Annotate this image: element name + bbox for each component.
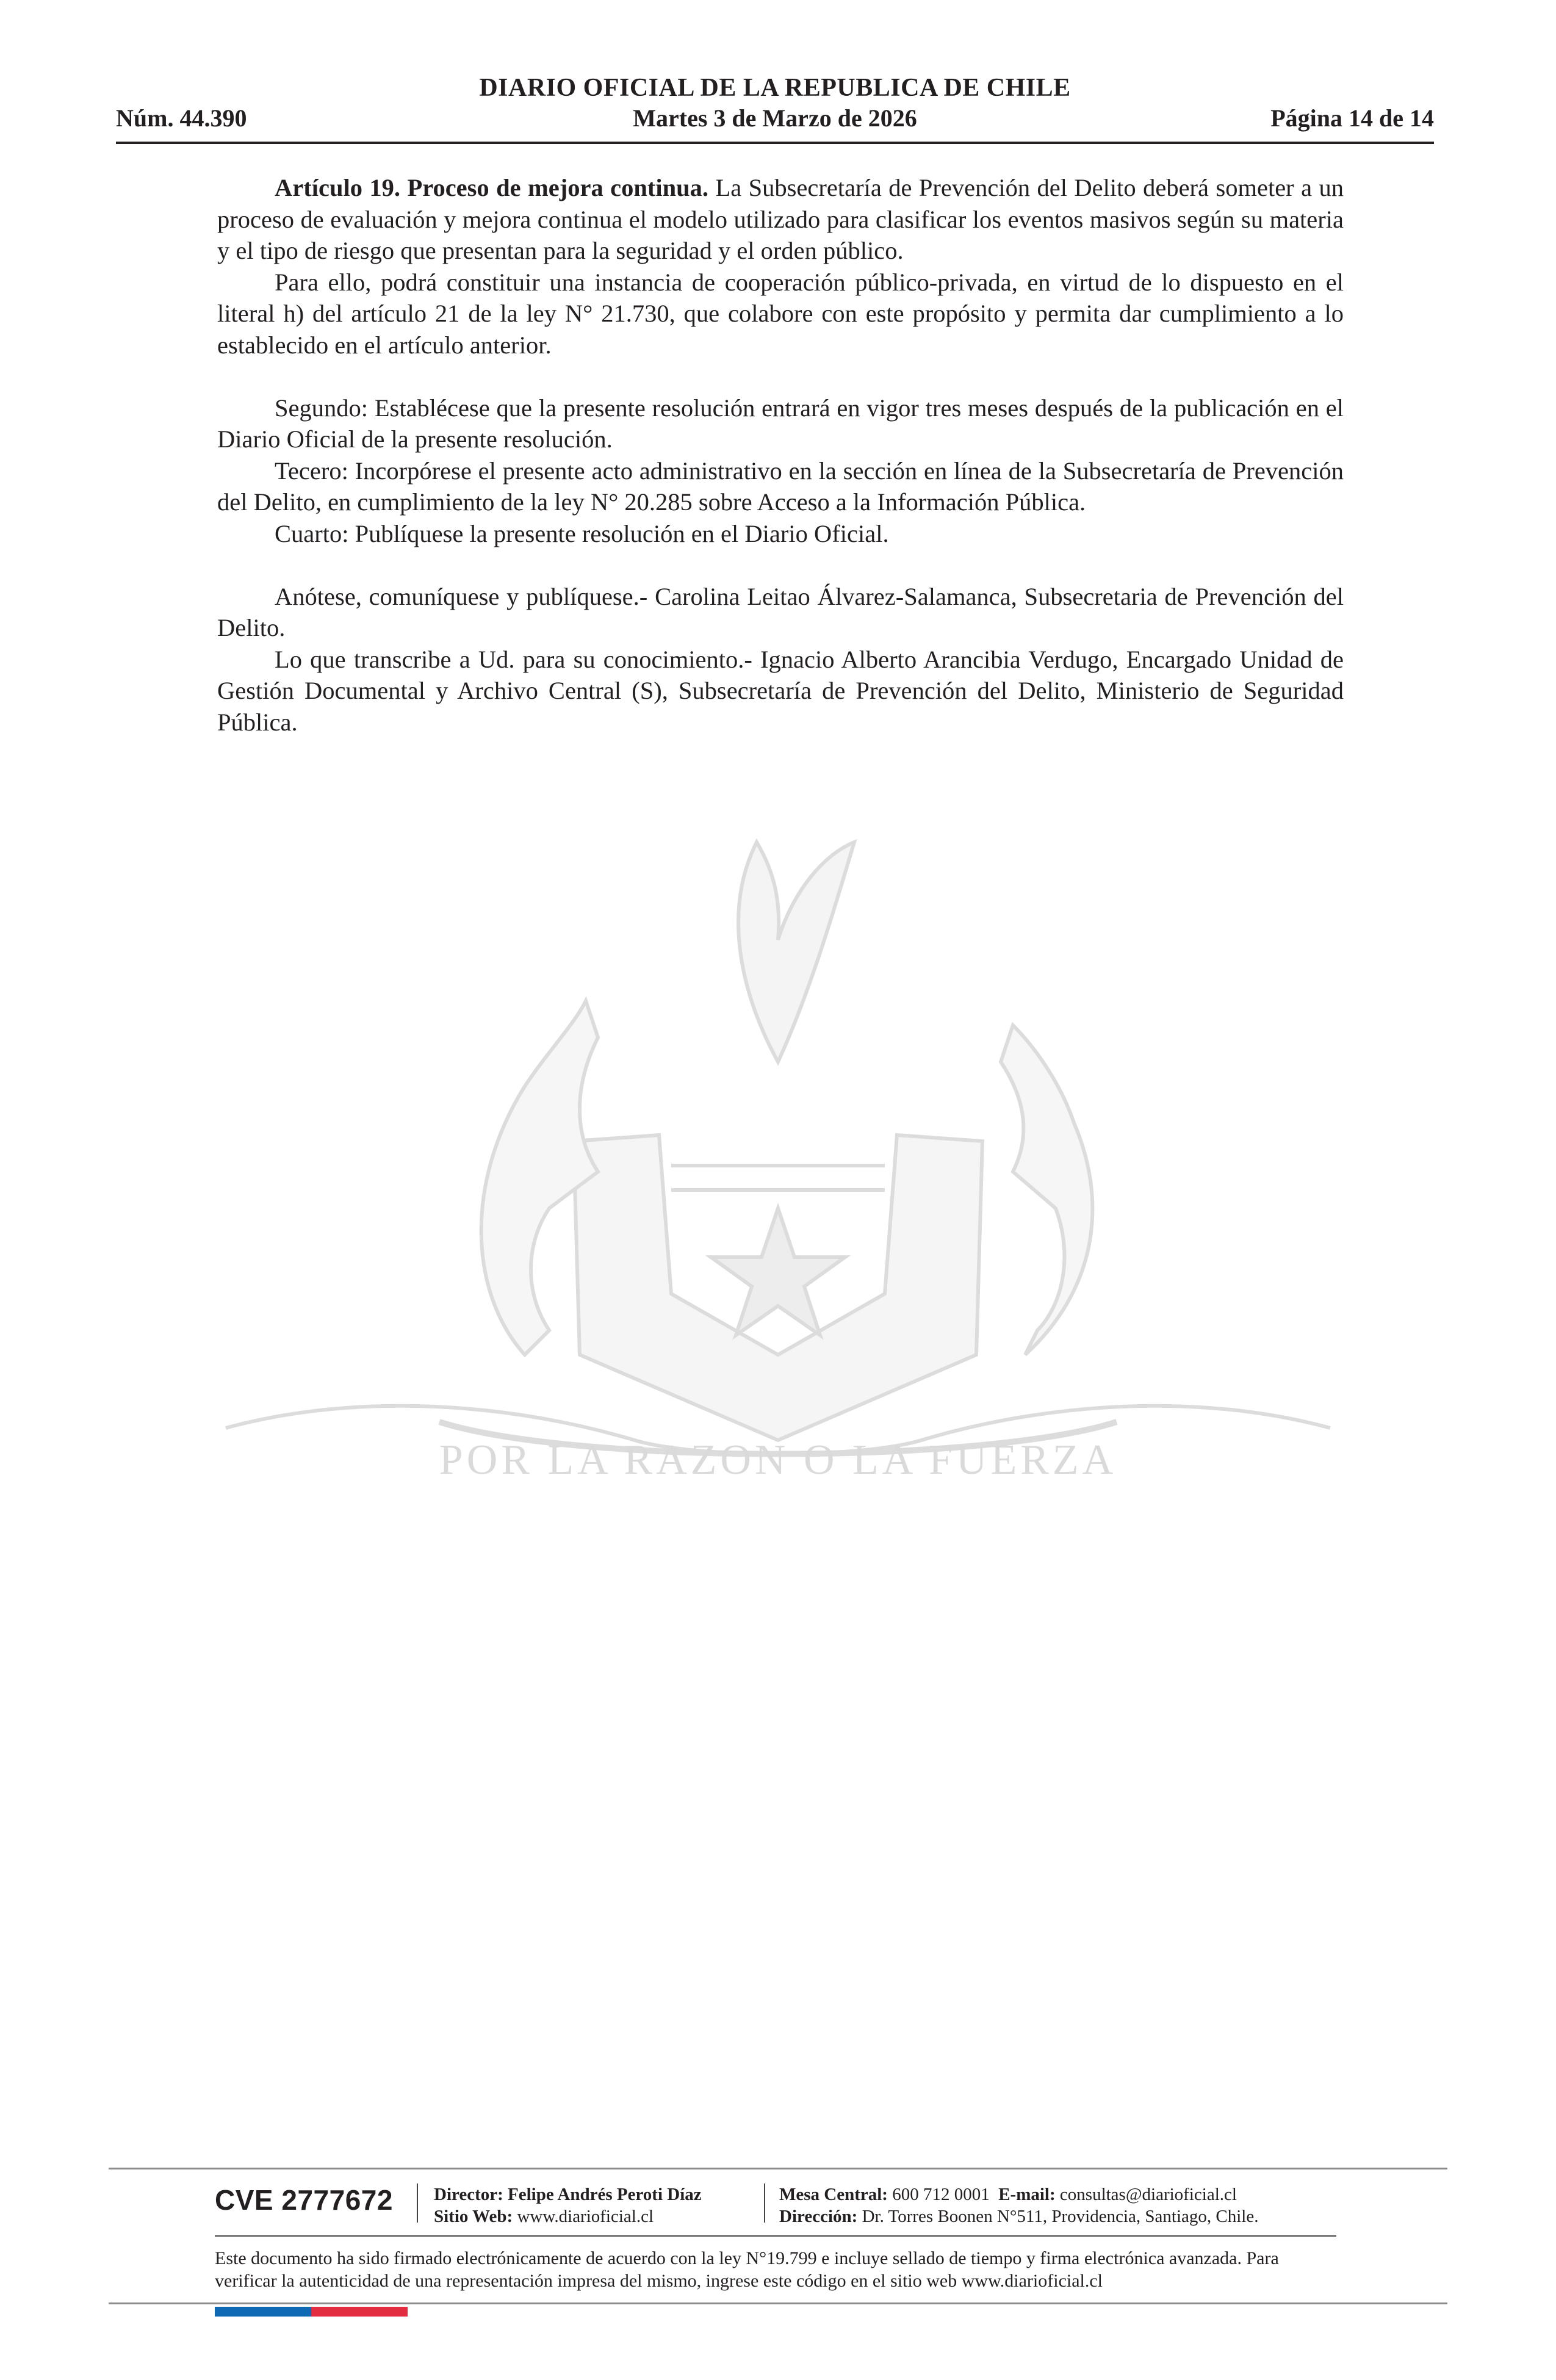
resolution-tercero: Tecero: Incorpórese el presente acto administrativo en la sección en línea de la Subsecretaría de Prevención del Delito, en cumplimiento de la ley N° 20.285 sobre Acceso a la Información Pública.: [217, 456, 1344, 516]
flag-stripe-blue: [215, 2307, 311, 2317]
website-label: Sitio Web:: [434, 2207, 513, 2226]
resolution-segundo: Segundo: Establécese que la presente resolución entrará en vigor tres meses después de la publicación en el Diario Oficial de la presente resolución.: [217, 394, 1344, 453]
website-link[interactable]: www.diarioficial.cl: [517, 2207, 654, 2226]
footer-divider-middle: [215, 2235, 1336, 2237]
director-name: Felipe Andrés Peroti Díaz: [508, 2185, 702, 2204]
resolution-cuarto: Cuarto: Publíquese la presente resolución en el Diario Oficial.: [275, 519, 889, 547]
address-text: Dr. Torres Boonen N°511, Providencia, Santiago, Chile.: [862, 2207, 1259, 2226]
email-link[interactable]: consultas@diarioficial.cl: [1059, 2185, 1237, 2204]
motto-text: POR LA RAZON O LA FUERZA: [439, 1437, 1117, 1484]
cve-code: CVE 2777672: [215, 2184, 393, 2216]
transcription-paragraph: Lo que transcribe a Ud. para su conocimiento.- Ignacio Alberto Arancibia Verdugo, Encargado Unidad de Gestión Documental y Archivo Central (S), Subsecretaría de Prevención del Delito, Ministerio de Seguridad Pública.: [217, 645, 1344, 736]
issue-date: Martes 3 de Marzo de 2026: [633, 104, 917, 132]
article-text: La Subsecretaría de Prevención del Delito deberá someter a un proceso de evaluación y mejora continua el modelo utilizado para clasificar los eventos masivos según su materia y el tipo de riesgo que presentan para la seguridad y el orden público.: [217, 174, 1344, 264]
footer-divider-top: [109, 2168, 1447, 2169]
document-body: [217, 172, 1344, 738]
article-heading: Artículo 19. Proceso de mejora continua.: [275, 174, 709, 201]
article-19-paragraph: [217, 172, 1344, 267]
publication-title: DIARIO OFICIAL DE LA REPUBLICA DE CHILE: [479, 74, 1071, 102]
phone-number: 600 712 0001: [892, 2185, 990, 2204]
phone-label: Mesa Central:: [779, 2185, 888, 2204]
header-divider: [116, 142, 1434, 144]
footer-contact-block: [779, 2183, 1258, 2227]
flag-stripe-red: [311, 2307, 408, 2317]
page-header: [116, 73, 1434, 146]
page-number: Página 14 de 14: [1270, 104, 1434, 132]
footer-separator: [764, 2183, 765, 2223]
signature-paragraph: Anótese, comuníquese y publíquese.- Carolina Leitao Álvarez-Salamanca, Subsecretaria de Prevención del Delito.: [217, 582, 1344, 641]
email-label: E-mail:: [998, 2185, 1056, 2204]
footer-divider-bottom: [109, 2302, 1447, 2304]
electronic-signature-note: Este documento ha sido firmado electrónicamente de acuerdo con la ley N°19.799 e incluye sellado de tiempo y firma electrónica avanzada. Para verificar la autenticidad de una representación impresa del mismo, ingrese este código en el sitio web www.diarioficial.cl: [215, 2248, 1279, 2291]
director-label: Director:: [434, 2185, 503, 2204]
coat-of-arms-watermark: [207, 745, 1349, 1611]
article-19-paragraph-2: Para ello, podrá constituir una instancia de cooperación público-privada, en virtud de lo dispuesto en el literal h) del artículo 21 de la ley N° 21.730, que colabore con este propósito y permita dar cumplimiento a lo establecido en el artículo anterior.: [217, 268, 1344, 359]
footer-separator: [417, 2183, 418, 2223]
issue-number: Núm. 44.390: [116, 104, 247, 132]
footer-director-block: [434, 2183, 702, 2227]
address-label: Dirección:: [779, 2207, 858, 2226]
